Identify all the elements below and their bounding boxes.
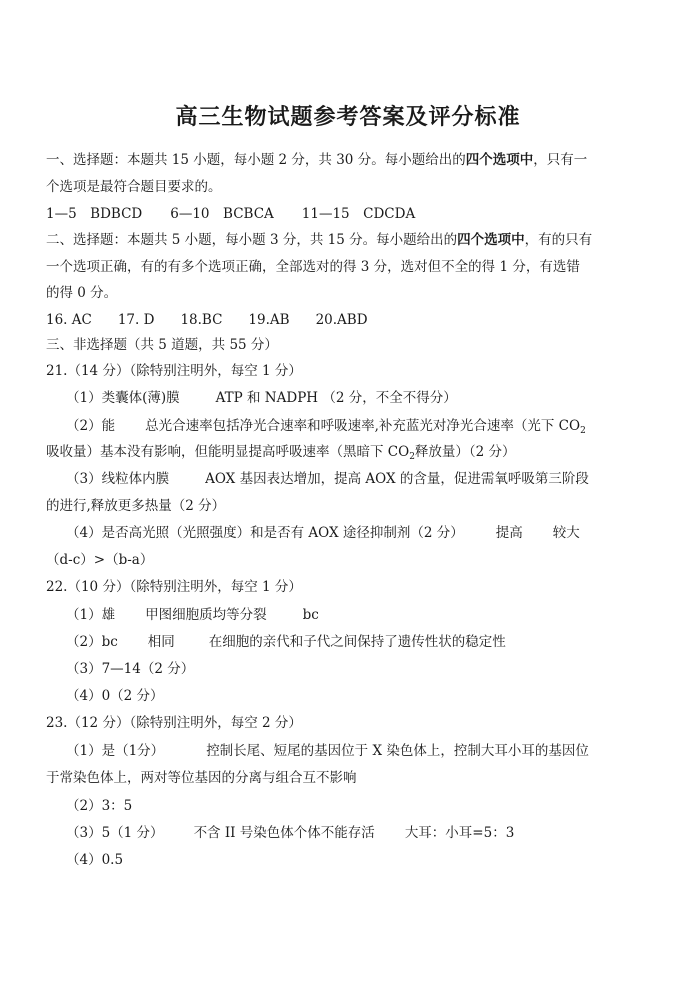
q21-part1-answer: （1）类囊体(薄)膜 — [66, 390, 180, 406]
q22-part1 — [66, 606, 319, 624]
q23-part3-answer: 大耳：小耳=5：3 — [404, 825, 515, 841]
q22-part1-answer: bc — [302, 607, 319, 623]
subscript-2: 2 — [409, 452, 415, 462]
q21-part4-answer: （4）是否高光照（光照强度）和是否有 AOX 途径抑制剂（2 分） — [66, 525, 464, 541]
q22-part1-answer: 甲图细胞质均等分裂 — [145, 607, 267, 623]
section1-intro-tail: ，只有一 — [533, 152, 588, 168]
q22-part3: （3）7—14（2 分） — [66, 661, 195, 677]
q21-part3-line2: 的进行,释放更多热量（2 分） — [46, 498, 226, 514]
section2-intro-text: 二、选择题：本题共 5 小题，每小题 3 分，共 15 分。每小题给出的 — [46, 232, 458, 248]
section3-heading: 三、非选择题（共 5 道题，共 55 分） — [46, 337, 278, 353]
q21-part1-answer: ATP 和 NADPH （2 分，不全不得分） — [215, 390, 457, 406]
section2-answers — [46, 311, 368, 329]
q23-part2: （2）3：5 — [66, 798, 133, 814]
section2-intro-line3: 的得 0 分。 — [46, 285, 118, 301]
q23-heading: 23.（12 分）（除特别注明外，每空 2 分） — [46, 715, 302, 731]
answer-item: 20.ABD — [315, 312, 368, 328]
answer-group: 11—15 CDCDA — [301, 206, 416, 222]
section1-intro-text: 一、选择题：本题共 15 小题，每小题 2 分，共 30 分。每小题给出的 — [46, 152, 466, 168]
q21-part2-explanation: 释放量）（2 分） — [414, 444, 516, 460]
q21-part1 — [66, 389, 457, 407]
q23-part3-answer: （3）5（1 分） — [66, 825, 164, 841]
q21-part3-explanation: AOX 基因表达增加，提高 AOX 的含量，促进需氧呼吸第三阶段 — [205, 471, 589, 487]
q22-part1-answer: （1）雄 — [66, 607, 116, 623]
q21-part4-answer: 提高 — [495, 525, 523, 541]
answer-item: 19.AB — [248, 312, 290, 328]
section2-intro-tail: ，有的只有 — [524, 232, 593, 248]
q22-part2-answer: （2）bc — [66, 634, 118, 650]
q23-part1-explanation: 控制长尾、短尾的基因位于 X 染色体上，控制大耳小耳的基因位 — [206, 743, 589, 759]
q23-part4: （4）0.5 — [66, 852, 124, 868]
q21-part2-answer: （2）能 — [66, 418, 116, 434]
subscript-2: 2 — [580, 426, 586, 436]
answer-group: 6—10 BCBCA — [170, 206, 274, 222]
q21-part4-line1 — [66, 524, 580, 542]
q21-part2-explanation: 吸收量）基本没有影响，但能明显提高呼吸速率（黑暗下 CO — [46, 444, 410, 460]
q21-part2-line2 — [46, 443, 516, 461]
q21-part3-line1 — [66, 470, 589, 488]
q23-part1-answer: （1）是（1分） — [66, 743, 165, 759]
section1-intro-line1 — [46, 151, 587, 169]
q22-part4: （4）0（2 分） — [66, 688, 164, 704]
answer-item: 18.BC — [180, 312, 223, 328]
q21-heading: 21.（14 分）（除特别注明外，每空 1 分） — [46, 363, 302, 379]
q23-part1-line1 — [66, 742, 589, 760]
q21-part4-answer: 较大 — [552, 525, 580, 541]
q21-part2-line1 — [66, 417, 586, 435]
page-title: 高三生物试题参考答案及评分标准 — [175, 105, 521, 130]
q22-part2-answer: 相同 — [147, 634, 175, 650]
section1-emphasis: 四个选项中 — [465, 152, 534, 168]
section1-answers — [46, 205, 415, 223]
section1-intro-line2: 个选项是最符合题目要求的。 — [46, 179, 222, 195]
q23-part3-answer: 不含 II 号染色体个体不能存活 — [193, 825, 375, 841]
q22-part2-answer: 在细胞的亲代和子代之间保持了遗传性状的稳定性 — [208, 634, 506, 650]
answer-item: 17. D — [117, 312, 155, 328]
q22-heading: 22.（10 分）（除特别注明外，每空 1 分） — [46, 579, 302, 595]
section2-emphasis: 四个选项中 — [457, 232, 525, 248]
q21-part4-line2: （d-c）>（b-a） — [46, 552, 154, 568]
q22-part2 — [66, 633, 506, 651]
q23-part3 — [66, 824, 514, 842]
section2-intro-line2: 一个选项正确，有的有多个选项正确，全部选对的得 3 分，选对但不全的得 1 分，有选错 — [46, 259, 580, 275]
q23-part1-line2: 于常染色体上，两对等位基因的分离与组合互不影响 — [46, 770, 357, 786]
answer-item: 16. AC — [46, 312, 92, 328]
section2-intro-line1 — [46, 231, 592, 249]
answer-group: 1—5 BDBCD — [46, 206, 143, 222]
q21-part2-explanation: 总光合速率包括净光合速率和呼吸速率,补充蓝光对净光合速率（光下 CO — [145, 418, 581, 434]
q21-part3-answer: （3）线粒体内膜 — [66, 471, 170, 487]
